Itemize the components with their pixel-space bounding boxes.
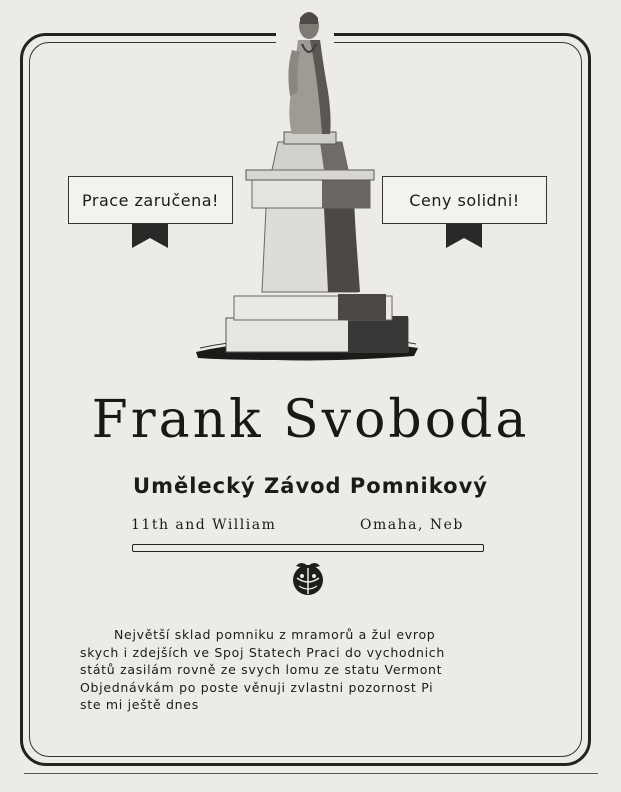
body-line: ste mi ještě dnes — [80, 697, 199, 712]
body-line: Největší sklad pomniku z mramorů a žul evrop — [114, 627, 436, 642]
body-line: skych i zdejších ve Spoj Statech Praci do vychodnich — [80, 644, 445, 660]
body-line: států zasilám rovně ze svych lomu ze statu Vermont — [80, 662, 443, 677]
body-line: Objednávkám po poste věnuji zvlastni pozornost Pi — [80, 679, 434, 695]
business-name: Umělecký Závod Pomnikový — [133, 474, 488, 498]
divider-bar — [132, 544, 484, 552]
ribbon-tail-icon — [444, 224, 484, 250]
banner-guarantee-text: Prace zaručena! — [82, 190, 219, 210]
advertisement-body — [80, 626, 548, 714]
ribbon-tail-icon — [130, 224, 170, 250]
banner-guarantee — [68, 176, 233, 224]
banner-prices-text: Ceny solidni! — [409, 190, 520, 210]
floral-ornament-icon — [287, 556, 329, 598]
city-address: Omaha, Neb — [360, 517, 464, 533]
proprietor-name: Frank Svoboda — [91, 390, 530, 450]
street-address: 11th and William — [131, 517, 277, 533]
banner-prices — [382, 176, 547, 224]
bottom-rule — [24, 773, 598, 774]
